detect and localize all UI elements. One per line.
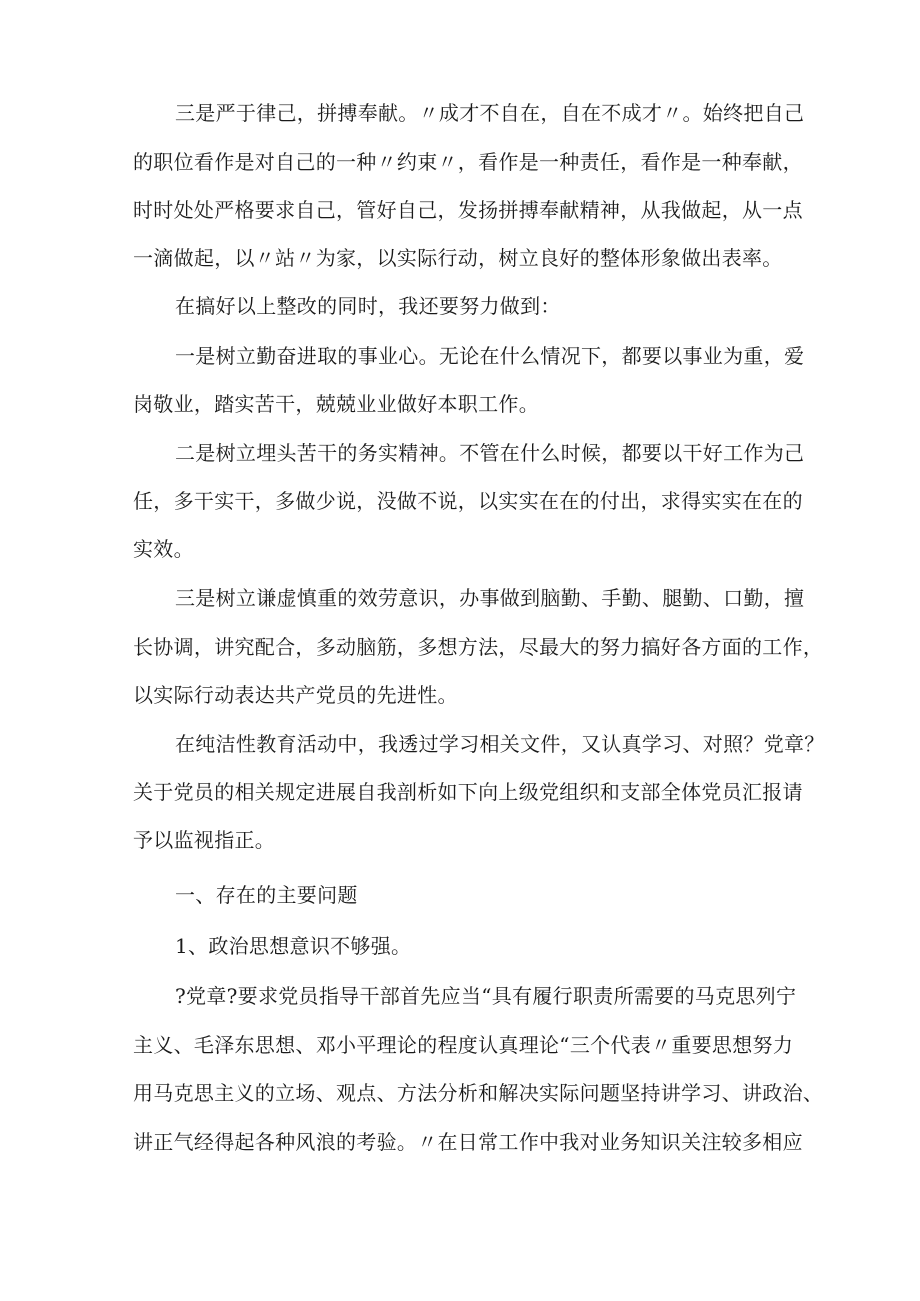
text-line: 长协调，讲究配合，多动脑筋，多想方法，尽最大的努力搞好各方面的工作，: [133, 635, 824, 659]
text-line: 予以监视指正。: [133, 828, 276, 852]
text-line: 的职位看作是对自己的一种〃约束〃，看作是一种责任，看作是一种奉献，: [133, 150, 803, 174]
text-line: 讲正气经得起各种风浪的考验。〃在日常工作中我对业务知识关注较多相应: [133, 1130, 803, 1154]
section-heading: 一、存在的主要问题: [175, 883, 358, 907]
text-line: 在纯洁性教育活动中，我透过学习相关文件，又认真学习、对照？党章？: [175, 732, 825, 756]
text-line: 时时处处严格要求自己，管好自己，发扬拼搏奉献精神，从我做起，从一点: [133, 198, 803, 222]
text-line: 二是树立埋头苦干的务实精神。不管在什么时候，都要以干好工作为己: [175, 441, 805, 465]
text-line: ?党章?要求党员指导干部首先应当“具有履行职责所需要的马克思列宁: [175, 984, 797, 1008]
subsection-heading: 1、政治思想意识不够强。: [175, 934, 412, 958]
text-line: 岗敬业，踏实苦干，兢兢业业做好本职工作。: [133, 392, 539, 416]
text-line: 以实际行动表达共产党员的先进性。: [133, 683, 458, 707]
text-line: 在搞好以上整改的同时，我还要努力做到：: [175, 294, 561, 318]
text-line: 用马克思主义的立场、观点、方法分析和解决实际问题坚持讲学习、讲政治、: [133, 1081, 824, 1105]
text-line: 主义、毛泽东思想、邓小平理论的程度认真理论“三个代表〃重要思想努力: [133, 1033, 794, 1057]
text-line: 一滴做起，以〃站〃为家，以实际行动，树立良好的整体形象做出表率。: [133, 246, 783, 270]
text-line: 三是严于律己，拼搏奉献。〃成才不自在，自在不成才〃。始终把自己: [175, 101, 805, 125]
text-line: 任，多干实干，多做少说，没做不说，以实实在在的付出，求得实实在在的: [133, 489, 803, 513]
text-line: 三是树立谦虚慎重的效劳意识，办事做到脑勤、手勤、腿勤、口勤，擅: [175, 586, 805, 610]
text-line: 关于党员的相关规定进展自我剖析如下向上级党组织和支部全体党员汇报请: [133, 780, 803, 804]
text-line: 实效。: [133, 537, 194, 561]
text-line: 一是树立勤奋进取的事业心。无论在什么情况下，都要以事业为重，爱: [175, 344, 805, 368]
